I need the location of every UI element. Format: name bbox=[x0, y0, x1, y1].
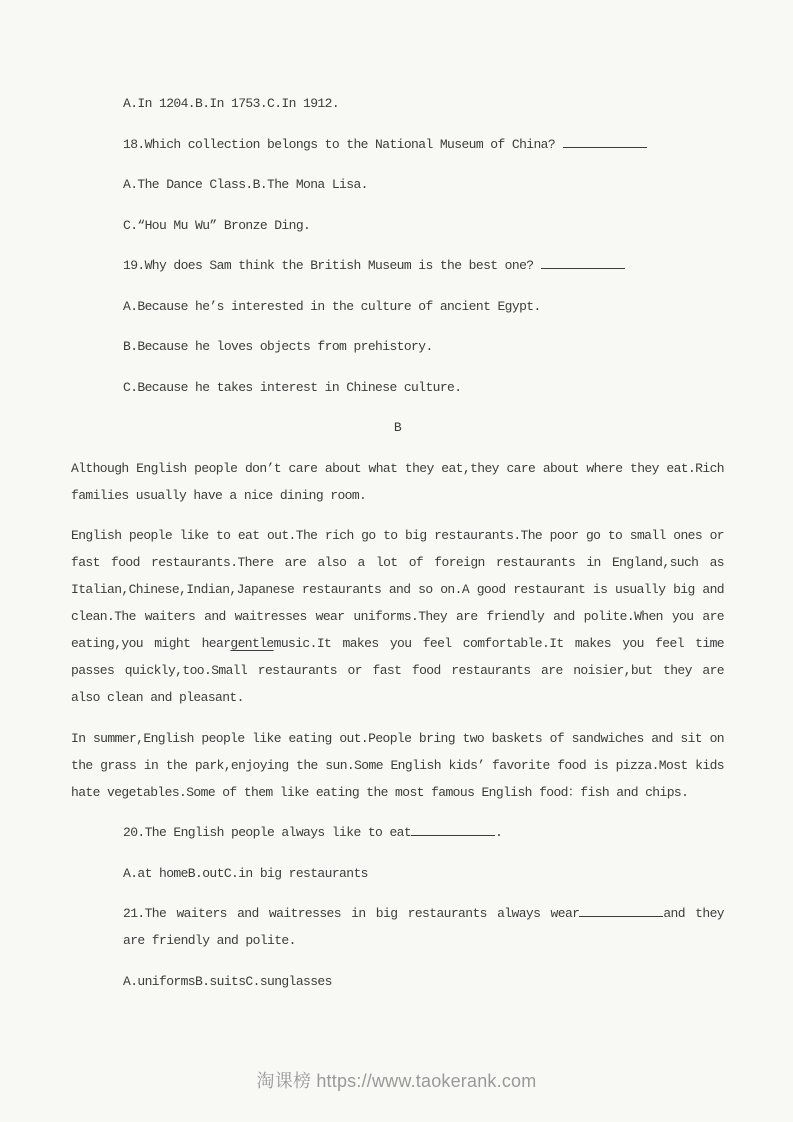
question-18-options-ab bbox=[123, 171, 724, 198]
options-text: A.uniformsB.suitsC.sunglasses bbox=[123, 973, 332, 989]
question-21-text: 21.The waiters and waitresses in big restaurants always wear bbox=[123, 906, 580, 921]
question-20-options bbox=[123, 860, 724, 887]
question-21 bbox=[123, 900, 724, 954]
underlined-word-gentle: gentle bbox=[230, 636, 274, 651]
options-text: A.In 1204.B.In 1753.C.In 1912. bbox=[123, 96, 340, 111]
watermark-footer bbox=[0, 1070, 793, 1092]
question-19-option-c bbox=[123, 374, 724, 401]
question-19-option-a bbox=[123, 293, 724, 320]
question-19-text: 19.Why does Sam think the British Museum is the best one? bbox=[123, 258, 534, 273]
question-21-tail: and they are friendly and polite. bbox=[123, 906, 724, 948]
section-b-heading bbox=[71, 414, 724, 441]
options-text: A.Because he’s interested in the culture of ancient Egypt. bbox=[123, 298, 541, 314]
answer-blank-20 bbox=[411, 833, 495, 836]
question-17-options bbox=[123, 90, 724, 117]
paragraph-text: In summer,English people like eating out.People bring two baskets of sandwiches and sit on the grass in the park,enjoying the sun.Some English kids’ favorite food is pizza.Most kids hate vegetables.Some of them like eating the most famous English food：fish and chips. bbox=[71, 730, 724, 800]
question-21-options bbox=[123, 968, 724, 995]
question-19-option-b bbox=[123, 333, 724, 360]
passage-paragraph-3 bbox=[71, 725, 724, 806]
passage-paragraph-2 bbox=[71, 522, 724, 711]
question-18 bbox=[123, 131, 724, 158]
options-text: A.The Dance Class.B.The Mona Lisa. bbox=[123, 177, 368, 192]
question-19 bbox=[123, 252, 724, 279]
paragraph-text: music.It makes you feel comfortable.It makes you feel time passes quickly,too.Small restaurants or fast food restaurants are noisier,but they are also clean and pleasant. bbox=[71, 636, 724, 705]
passage-paragraph-1 bbox=[71, 455, 724, 509]
options-text: B.Because he loves objects from prehistory. bbox=[123, 339, 433, 354]
question-18-text: 18.Which collection belongs to the National Museum of China? bbox=[123, 136, 556, 152]
question-18-option-c bbox=[123, 212, 724, 239]
answer-blank-19 bbox=[541, 266, 625, 269]
watermark-text: 淘课榜 https://www.taokerank.com bbox=[256, 1071, 537, 1091]
options-text: C.Because he takes interest in Chinese culture. bbox=[123, 379, 462, 395]
paragraph-text: Although English people don’t care about what they eat,they care about where they eat.Rich families usually have a nice dining room. bbox=[71, 460, 724, 503]
answer-blank-18 bbox=[563, 145, 647, 148]
paragraph-text: English people like to eat out.The rich go to big restaurants.The poor go to small ones or fast food restaurants.There are also a lot of foreign restaurants in England,such as Italian,Chinese,Indian,Japanese restaurants and so on.A good restaurant is usually big and clean.The waiters and waitresses wear uniforms.They are friendly and polite.When you are eating,you might hear bbox=[71, 528, 724, 651]
question-20-tail: . bbox=[495, 825, 503, 840]
question-20 bbox=[123, 819, 724, 846]
options-text: A.at homeB.outC.in big restaurants bbox=[123, 865, 368, 881]
question-20-text: 20.The English people always like to eat bbox=[123, 825, 412, 840]
options-text: C.“Hou Mu Wu” Bronze Ding. bbox=[123, 217, 311, 233]
section-label: B bbox=[393, 420, 402, 435]
answer-blank-21 bbox=[579, 914, 663, 917]
